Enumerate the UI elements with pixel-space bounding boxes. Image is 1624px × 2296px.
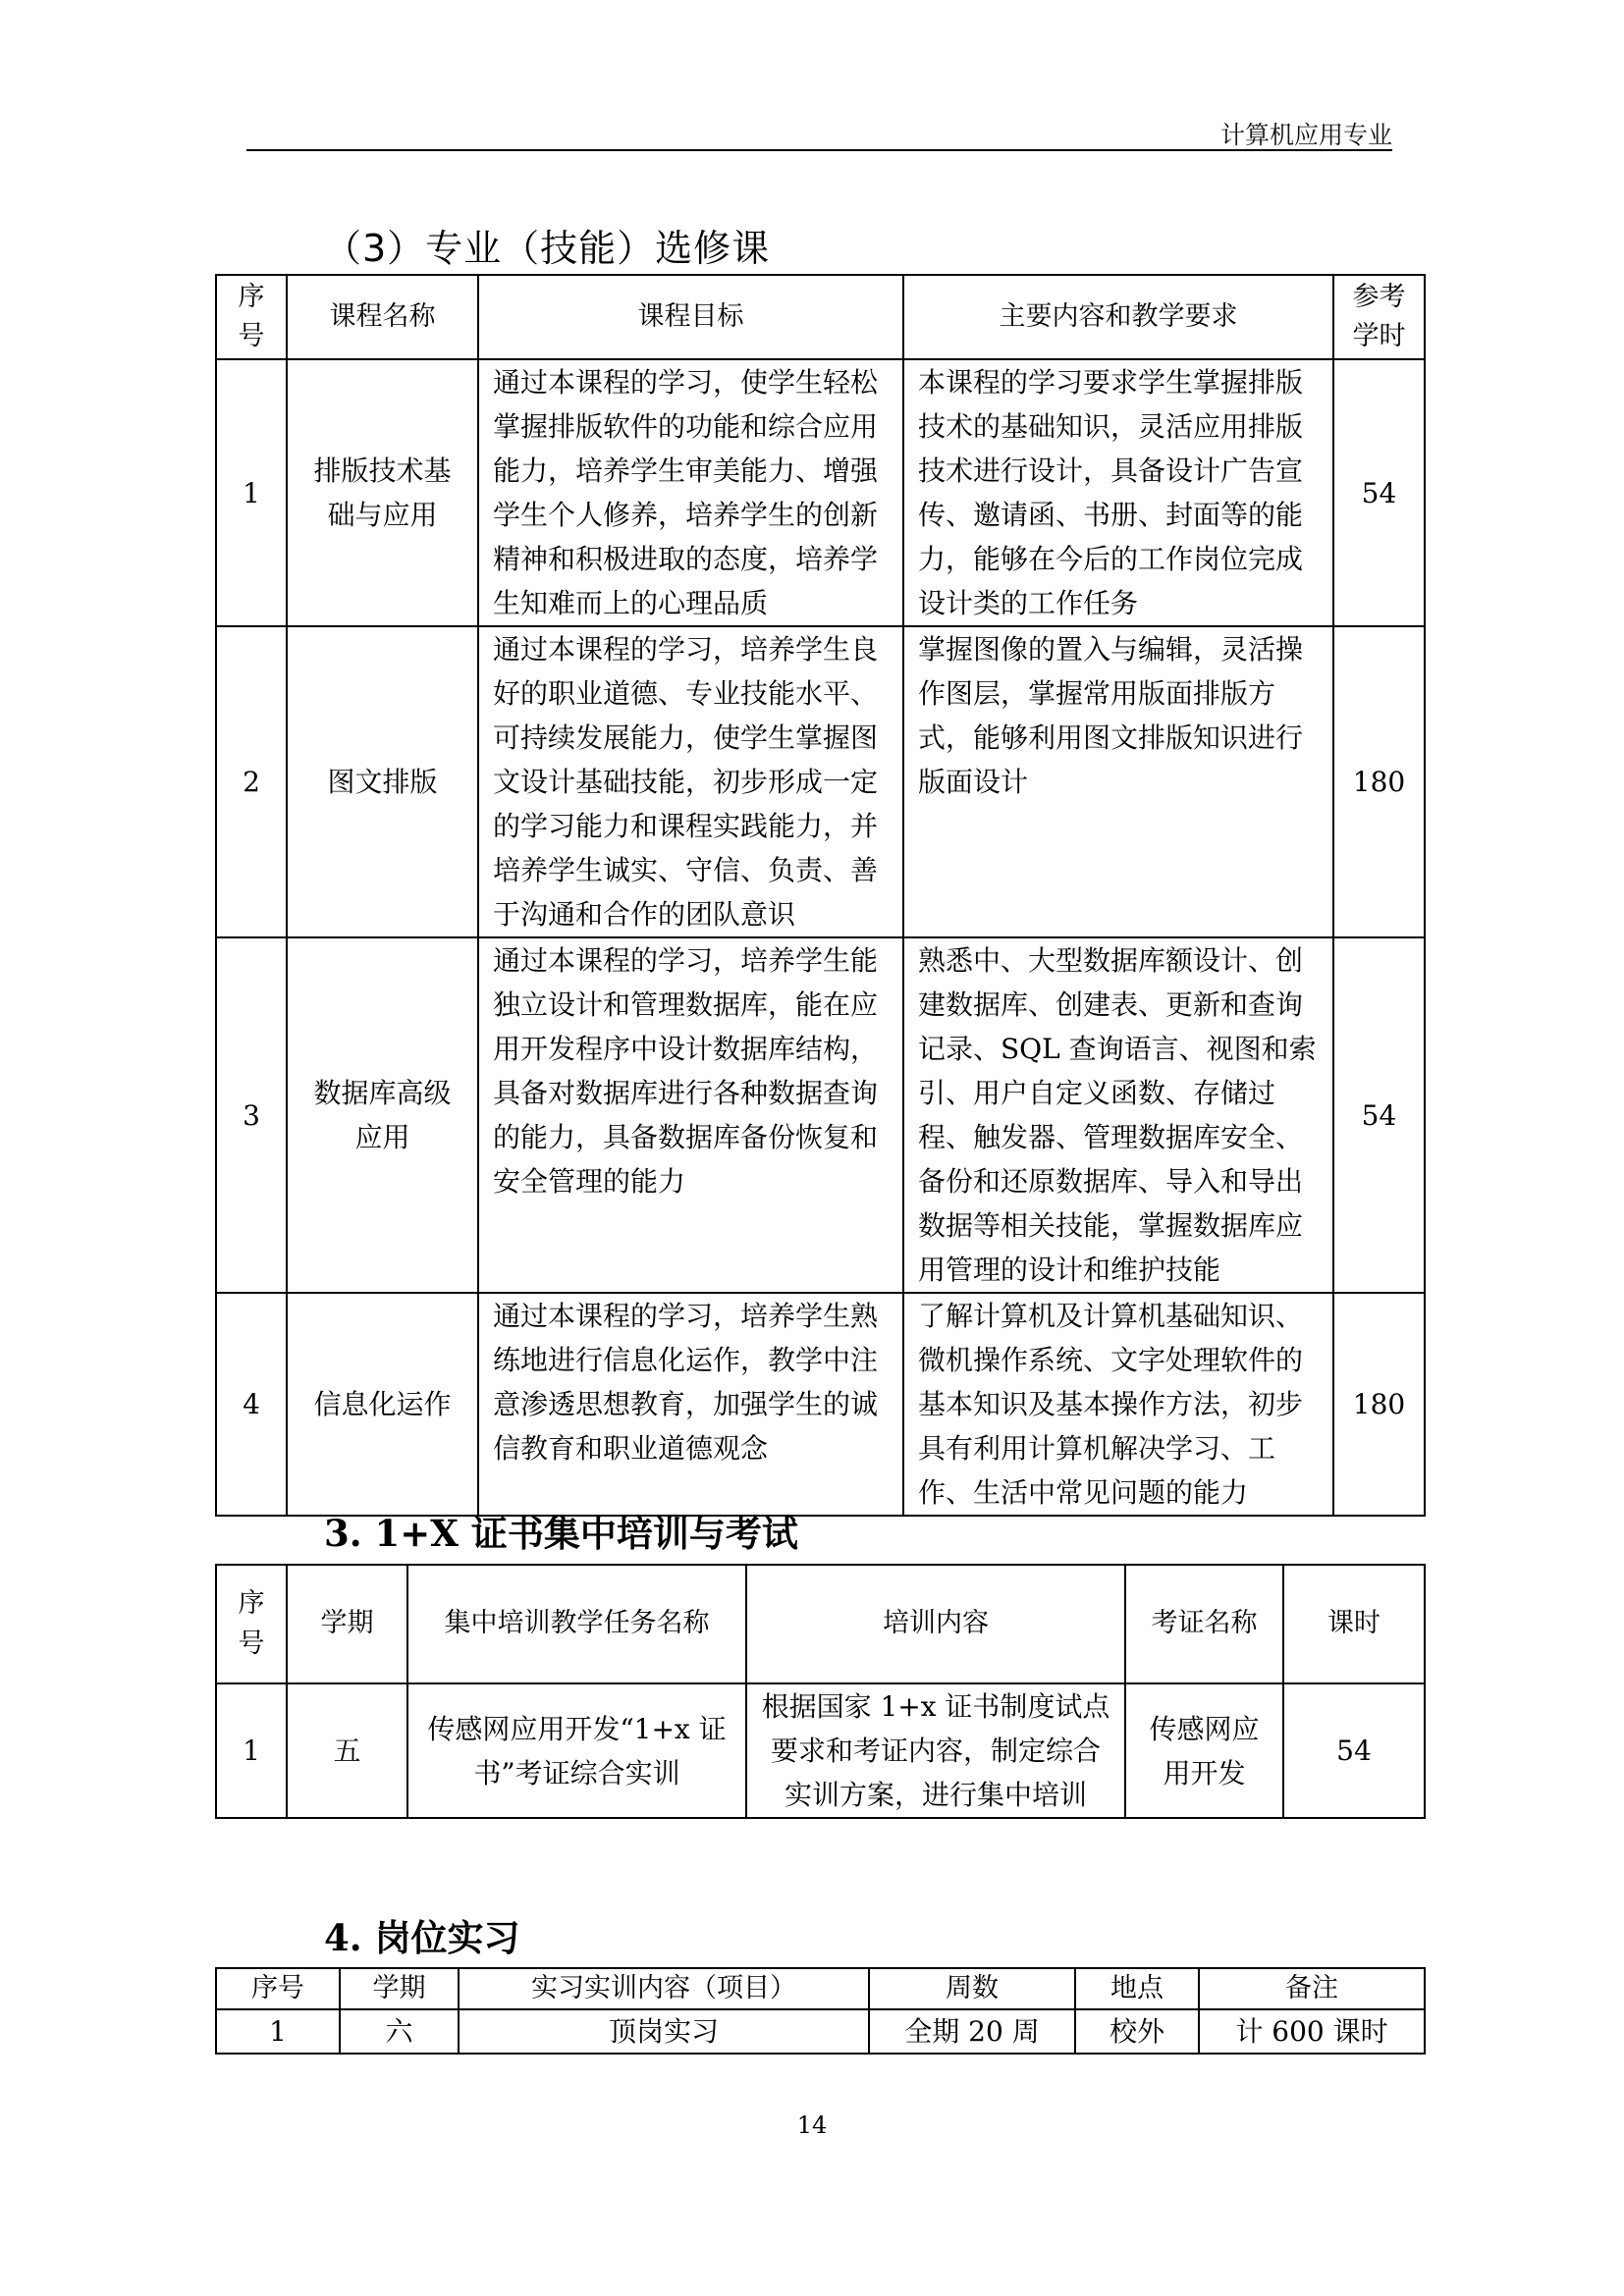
col-header-term: 学期 <box>340 1968 459 2009</box>
cell-hours: 180 <box>1333 1293 1425 1516</box>
col-header-course-name: 课程名称 <box>287 275 478 359</box>
col-header-term: 学期 <box>287 1565 407 1683</box>
col-header-no: 序号 <box>216 275 287 359</box>
col-header-no: 序号 <box>216 1968 340 2009</box>
table-header-row <box>216 1565 1425 1683</box>
elective-course-table <box>215 274 1426 1517</box>
col-header-task-name: 集中培训教学任务名称 <box>407 1565 746 1683</box>
col-header-cert-name: 考证名称 <box>1125 1565 1283 1683</box>
internship-table <box>215 1967 1426 2055</box>
table-row <box>216 2009 1425 2054</box>
section-elective-title: （3）专业（技能）选修课 <box>324 227 771 270</box>
cell-course-name: 信息化运作 <box>287 1293 478 1516</box>
cell-course-content: 了解计算机及计算机基础知识、微机操作系统、文字处理软件的基本知识及基本操作方法，初步具有利用计算机解决学习、工作、生活中常见问题的能力 <box>903 1293 1333 1516</box>
col-header-internship-content: 实习实训内容（项目） <box>459 1968 869 2009</box>
cell-course-content: 本课程的学习要求学生掌握排版技术的基础知识，灵活应用排版技术进行设计，具备设计广告宣传、邀请函、书册、封面等的能力，能够在今后的工作岗位完成设计类的工作任务 <box>903 359 1333 626</box>
table-header-row <box>216 275 1425 359</box>
cell-hours: 54 <box>1333 937 1425 1293</box>
table-row <box>216 626 1425 937</box>
table-row <box>216 1293 1425 1516</box>
cell-course-name: 图文排版 <box>287 626 478 937</box>
col-header-hours: 参考学时 <box>1333 275 1425 359</box>
cell-task-name: 传感网应用开发“1+x 证书”考证综合实训 <box>407 1683 746 1818</box>
header-rule <box>246 149 1392 151</box>
col-header-note: 备注 <box>1199 1968 1425 2009</box>
table-row <box>216 937 1425 1293</box>
col-header-training-content: 培训内容 <box>746 1565 1125 1683</box>
cell-term: 六 <box>340 2009 459 2054</box>
cell-course-name: 排版技术基础与应用 <box>287 359 478 626</box>
running-header: 计算机应用专业 <box>1219 121 1392 149</box>
cell-no: 1 <box>216 1683 287 1818</box>
cell-course-content: 熟悉中、大型数据库额设计、创建数据库、创建表、更新和查询记录、SQL 查询语言、视图和索引、用户自定义函数、存储过程、触发器、管理数据库安全、备份和还原数据库、导入和导出数据等相关技能，掌握数据库应用管理的设计和维护技能 <box>903 937 1333 1293</box>
cell-place: 校外 <box>1075 2009 1199 2054</box>
cell-hours: 54 <box>1333 359 1425 626</box>
table-header-row <box>216 1968 1425 2009</box>
section-certificate-title: 3. 1+X 证书集中培训与考试 <box>324 1512 798 1555</box>
table-row <box>216 1683 1425 1818</box>
cell-no: 1 <box>216 2009 340 2054</box>
col-header-weeks: 周数 <box>869 1968 1075 2009</box>
cell-course-goal: 通过本课程的学习，使学生轻松掌握排版软件的功能和综合应用能力，培养学生审美能力、增强学生个人修养，培养学生的创新精神和积极进取的态度，培养学生知难而上的心理品质 <box>478 359 903 626</box>
cell-hours: 54 <box>1283 1683 1425 1818</box>
cell-course-goal: 通过本课程的学习，培养学生良好的职业道德、专业技能水平、可持续发展能力，使学生掌握图文设计基础技能，初步形成一定的学习能力和课程实践能力，并培养学生诚实、守信、负责、善于沟通和合作的团队意识 <box>478 626 903 937</box>
cell-cert-name: 传感网应用开发 <box>1125 1683 1283 1818</box>
cell-note: 计 600 课时 <box>1199 2009 1425 2054</box>
cell-course-goal: 通过本课程的学习，培养学生熟练地进行信息化运作，教学中注意渗透思想教育，加强学生的诚信教育和职业道德观念 <box>478 1293 903 1516</box>
cell-no: 1 <box>216 359 287 626</box>
col-header-hours: 课时 <box>1283 1565 1425 1683</box>
cell-course-name: 数据库高级应用 <box>287 937 478 1293</box>
page-number: 14 <box>796 2111 828 2139</box>
cell-no: 3 <box>216 937 287 1293</box>
cell-course-content: 掌握图像的置入与编辑，灵活操作图层，掌握常用版面排版方式，能够利用图文排版知识进行版面设计 <box>903 626 1333 937</box>
certificate-training-table <box>215 1564 1426 1819</box>
cell-training-content: 根据国家 1+x 证书制度试点要求和考证内容，制定综合实训方案，进行集中培训 <box>746 1683 1125 1818</box>
section-internship-title: 4. 岗位实习 <box>324 1916 520 1959</box>
cell-internship-content: 顶岗实习 <box>459 2009 869 2054</box>
cell-term: 五 <box>287 1683 407 1818</box>
col-header-place: 地点 <box>1075 1968 1199 2009</box>
cell-weeks: 全期 20 周 <box>869 2009 1075 2054</box>
cell-no: 2 <box>216 626 287 937</box>
cell-no: 4 <box>216 1293 287 1516</box>
col-header-content: 主要内容和教学要求 <box>903 275 1333 359</box>
col-header-course-goal: 课程目标 <box>478 275 903 359</box>
table-row <box>216 359 1425 626</box>
cell-hours: 180 <box>1333 626 1425 937</box>
cell-course-goal: 通过本课程的学习，培养学生能独立设计和管理数据库，能在应用开发程序中设计数据库结构，具备对数据库进行各种数据查询的能力，具备数据库备份恢复和安全管理的能力 <box>478 937 903 1293</box>
col-header-no: 序号 <box>216 1565 287 1683</box>
